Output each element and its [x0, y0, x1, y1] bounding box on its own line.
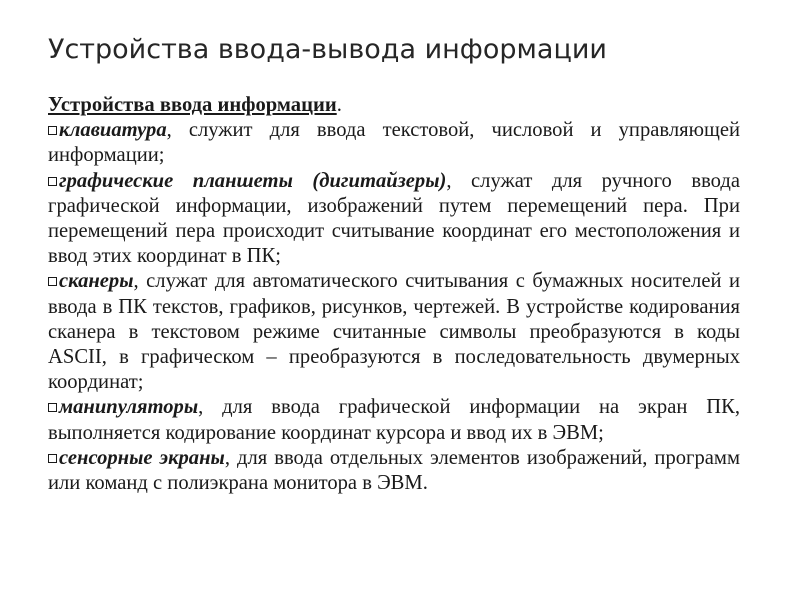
list-item-touchscreens — [48, 446, 740, 496]
square-bullet-icon — [48, 277, 57, 286]
section-heading-text: Устройства ввода информации — [48, 94, 337, 116]
section-heading-suffix: . — [336, 94, 342, 116]
slide-title: Устройства ввода-вывода информации — [48, 34, 607, 65]
list-item-manipulators — [48, 395, 740, 445]
item-term: манипуляторы — [59, 396, 199, 419]
item-text: , служит для ввода текстовой, числовой и управляющей информации; — [48, 119, 740, 167]
item-term: графические планшеты (дигитайзеры) — [59, 169, 447, 192]
square-bullet-icon — [48, 177, 57, 186]
section-heading — [48, 93, 740, 118]
list-item-tablets — [48, 169, 740, 270]
item-term: сканеры — [59, 270, 134, 293]
list-item-keyboard — [48, 118, 740, 168]
item-text: , служат для автоматического считывания с бумажных носителей и ввода в ПК текстов, графиков, рисунков, чертежей. В устройстве кодирования сканера в текстовом режиме считанные символы преобразуются в коды ASCII, в графическом – преобразуются в последовательность двумерных координат; — [48, 270, 740, 394]
item-text: , для ввода графической информации на экран ПК, выполняется кодирование координат курсора и ввод их в ЭВМ; — [48, 396, 740, 444]
square-bullet-icon — [48, 454, 57, 463]
list-item-scanners — [48, 269, 740, 395]
item-text: , для ввода отдельных элементов изображений, программ или команд с полиэкрана монитора в ЭВМ. — [48, 446, 740, 495]
item-term: клавиатура — [59, 119, 167, 142]
square-bullet-icon — [48, 126, 57, 135]
slide-body — [48, 93, 740, 496]
square-bullet-icon — [48, 403, 57, 412]
item-term: сенсорные экраны — [59, 446, 225, 469]
item-text: , служат для ручного ввода графической информации, изображений путем перемещений пера. При перемещений пера происходит считывание координат его местоположения и ввод этих координат в ПК; — [48, 169, 740, 268]
